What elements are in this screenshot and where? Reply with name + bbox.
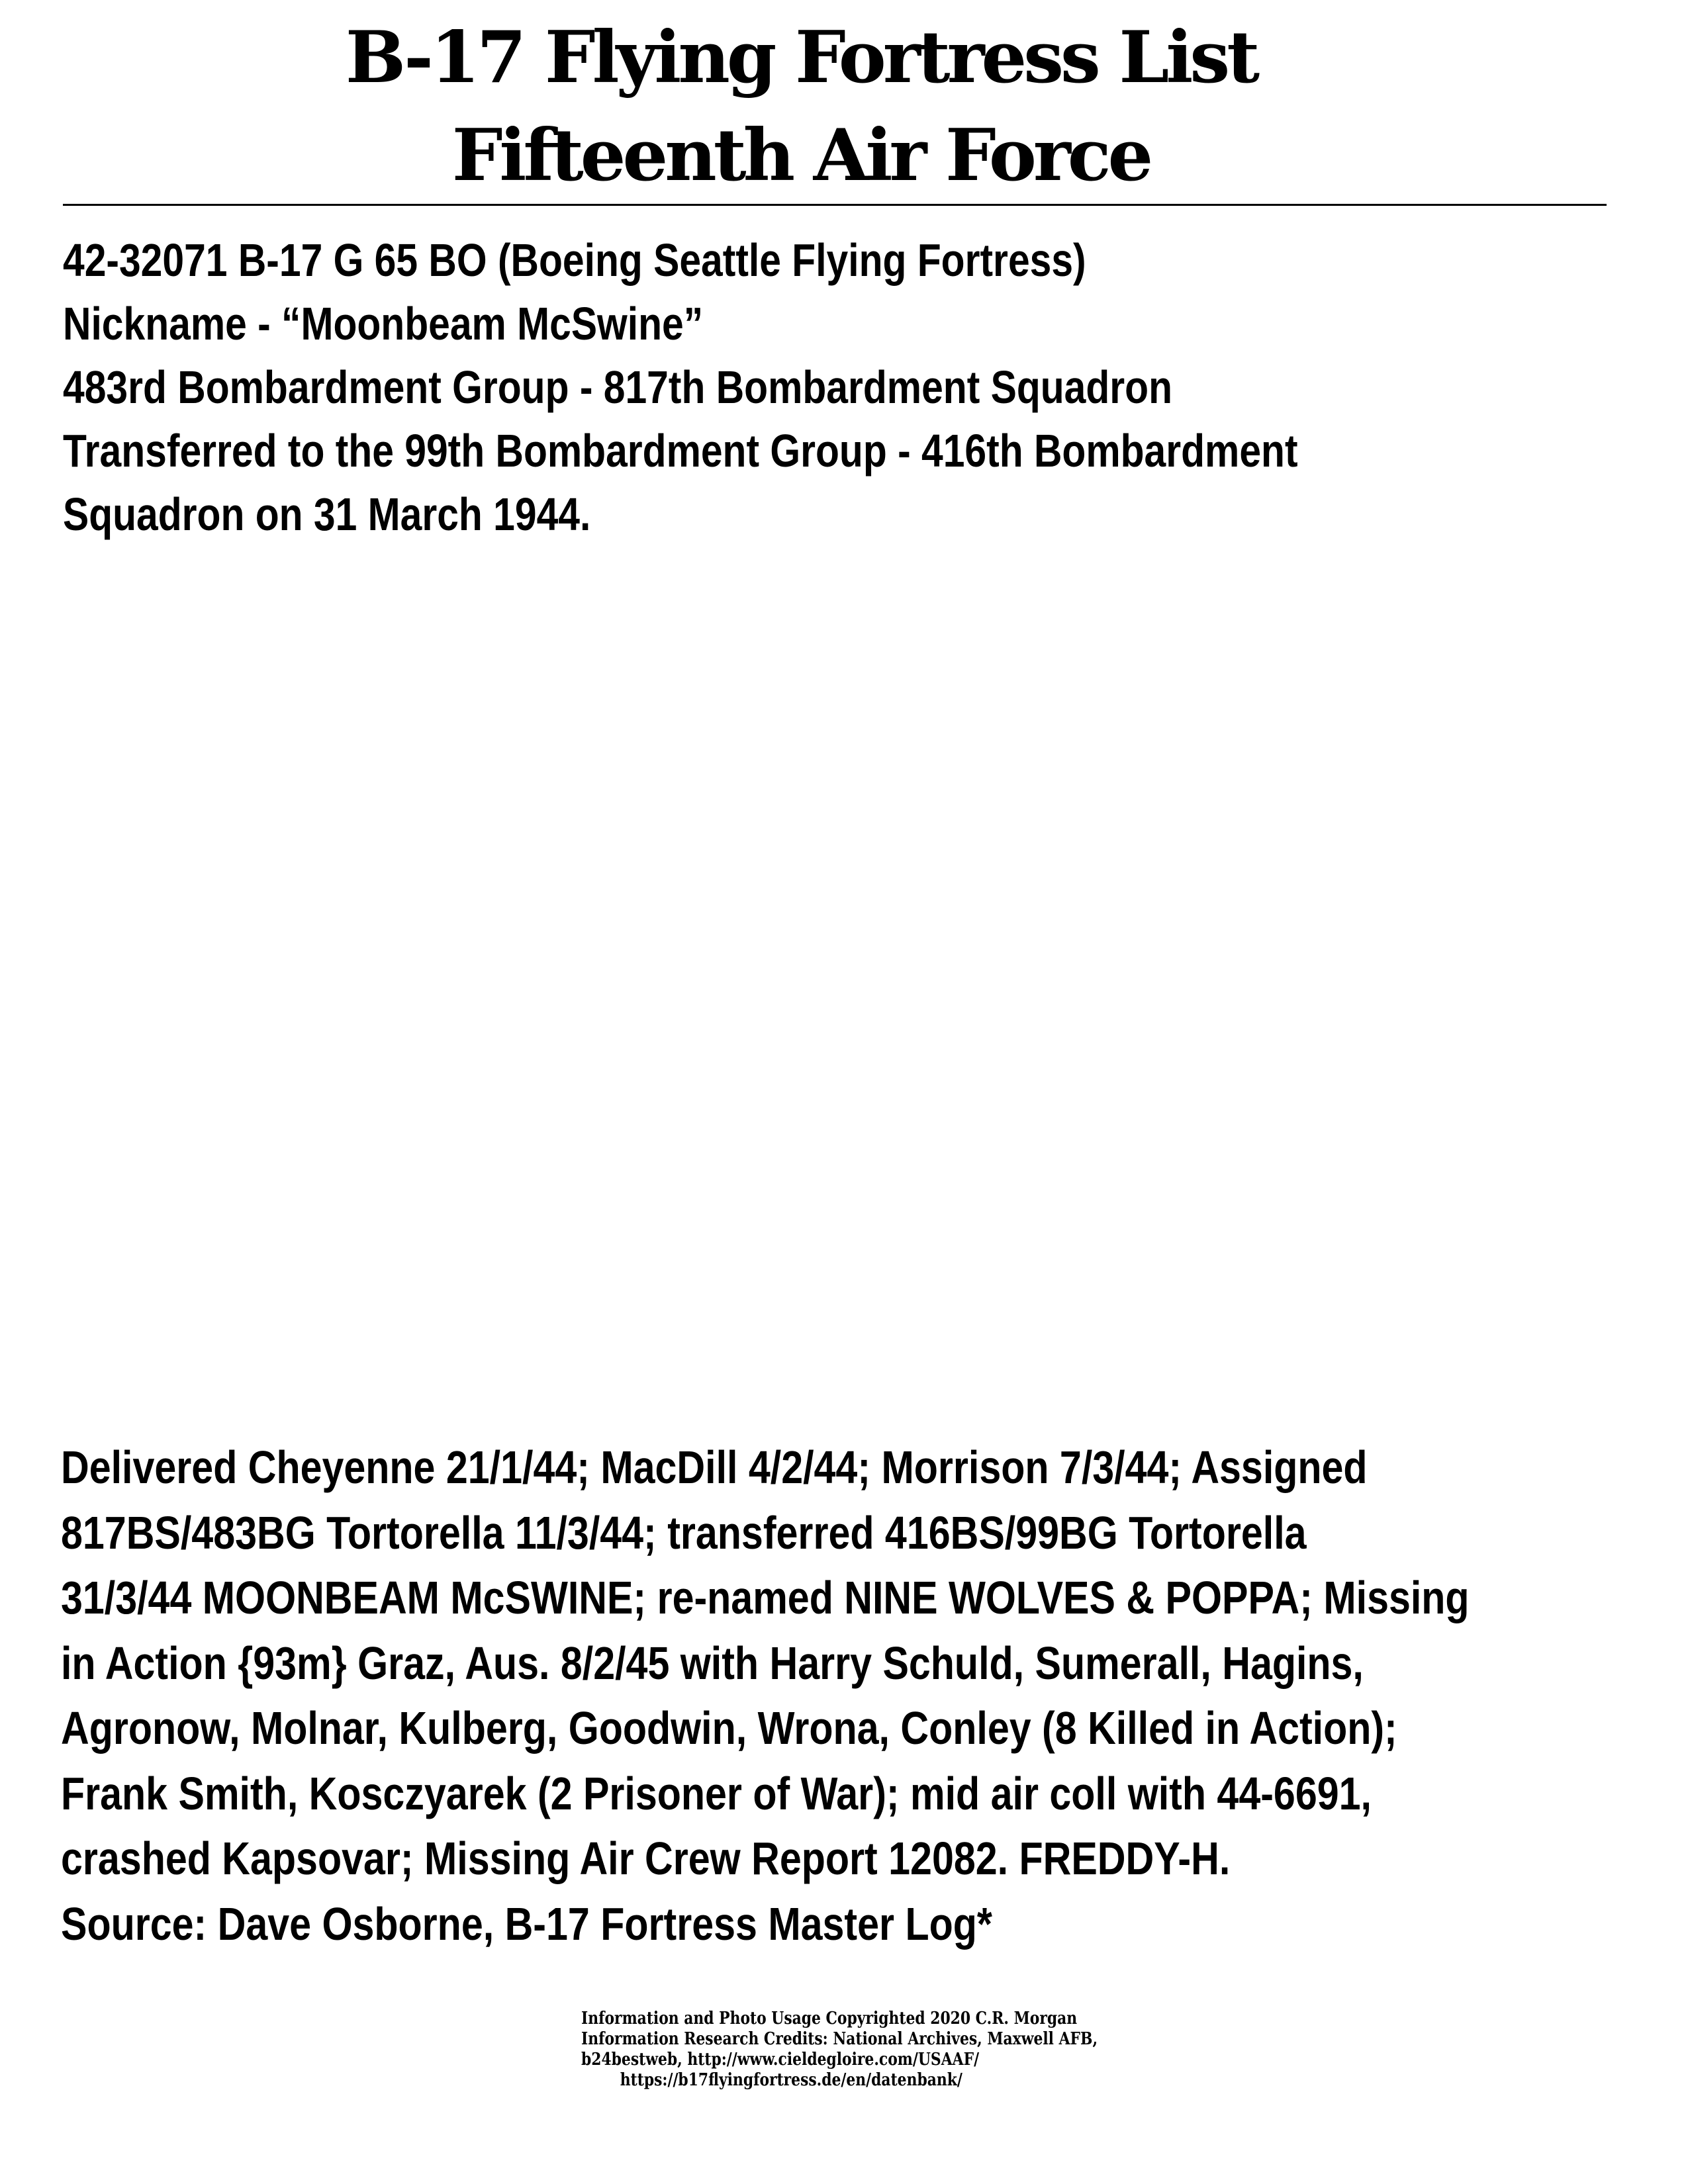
history-line: Frank Smith, Kosczyarek (2 Prisoner of War); mid air coll with 44-6691, [61, 1767, 1372, 1819]
unit-line: 483rd Bombardment Group - 817th Bombardment Squadron [63, 361, 1173, 413]
transfer-date-line: Squadron on 31 March 1944. [63, 488, 591, 540]
history-line: 817BS/483BG Tortorella 11/3/44; transferred 416BS/99BG Tortorella [61, 1506, 1307, 1559]
credits-url-line: b24bestweb, http://www.cieldegloire.com/USAAF/ [581, 2050, 980, 2070]
history-line: Delivered Cheyenne 21/1/44; MacDill 4/2/44; Morrison 7/3/44; Assigned [61, 1441, 1368, 1493]
page-title: B-17 Flying Fortress List [345, 16, 1257, 99]
nickname-line: Nickname - “Moonbeam McSwine” [63, 298, 704, 349]
title-divider [63, 204, 1607, 206]
credits-line: Information Research Credits: National Archives, Maxwell AFB, [581, 2029, 1098, 2049]
history-line: in Action {93m} Graz, Aus. 8/2/45 with Harry Schuld, Sumerall, Hagins, [61, 1637, 1364, 1689]
history-text [61, 1435, 1470, 1956]
source-line: Source: Dave Osborne, B-17 Fortress Master Log* [61, 1897, 992, 1950]
history-line: crashed Kapsovar; Missing Air Crew Report 12082. FREDDY-H. [61, 1833, 1231, 1884]
history-line: Agronow, Molnar, Kulberg, Goodwin, Wrona, Conley (8 Killed in Action); [61, 1702, 1397, 1754]
history-line: 31/3/44 MOONBEAM McSWINE; re-named NINE WOLVES & POPPA; Missing [61, 1572, 1470, 1623]
serial-model-line: 42-32071 B-17 G 65 BO (Boeing Seattle Flying Fortress) [63, 234, 1086, 286]
copyright-line: Information and Photo Usage Copyrighted 2020 C.R. Morgan [581, 2009, 1078, 2028]
credits-url-line: https://b17flyingfortress.de/en/datenbank/ [620, 2070, 962, 2090]
transfer-line: Transferred to the 99th Bombardment Group - 416th Bombardment [63, 425, 1298, 477]
page-subtitle: Fifteenth Air Force [451, 114, 1150, 197]
copyright-footer [581, 2009, 1098, 2091]
aircraft-header [63, 228, 1364, 546]
